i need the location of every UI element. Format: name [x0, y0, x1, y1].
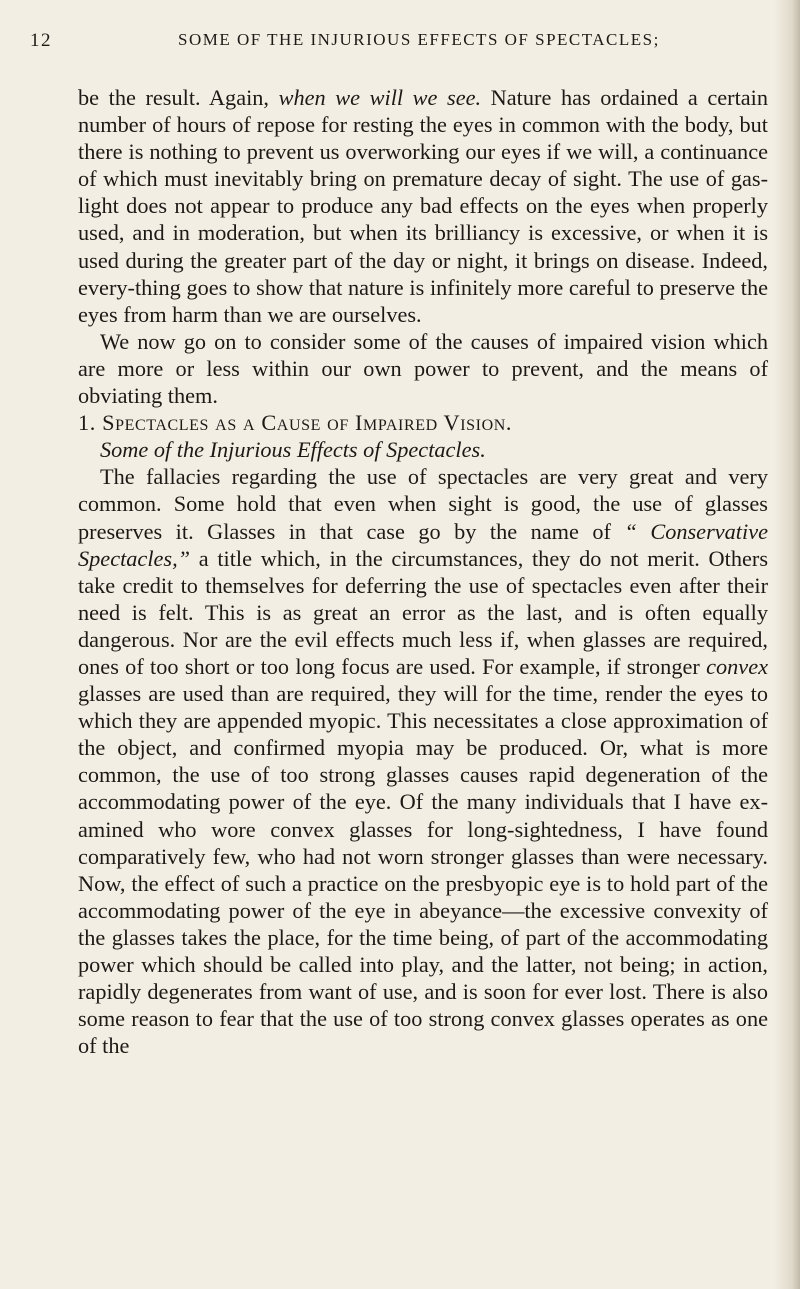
paragraph-3-text-c: a title which, in the circumstances, they do not merit. Others take credit to themselves for deferring the use of spectacles even after their need is felt. This is as great an error as the last, and is often equally dangerous. Nor are the evil effects much less if, when glasses are required, ones of too short or too long focus are used. For example, if stronger [78, 545, 768, 679]
section-subheading: Some of the Injurious Effects of Spectacles. [100, 437, 486, 463]
paragraph-3-text-e: glasses are used than are required, they will for the time, render the eyes to which they are appended myopic. This necessitates a close approximation of the object, and confirmed myopia may be produced. Or, what is more common, the use of too strong glasses causes rapid degeneration of the accommodating power of the eye. Of the many individuals that I have ex-amined who wore convex glasses for long-sightedness, I have found comparatively few, who had not worn stronger glasses than were necessary. Now, the effect of such a practice on the presbyopic eye is to hold part of the accommodating power of the eye in abeyance—the excessive convexity of the glasses takes the place, for the time being, of part of the accommodating power which should be called into play, and the latter, not being; in action, rapidly degenerates from want of use, and is soon for ever lost. There is also some reason to fear that the use of too strong convex glasses operates as one of the [78, 681, 768, 1059]
page-edge-shadow [774, 0, 800, 1289]
paragraph-1-italic: when we will we see. [278, 85, 482, 110]
body-text [78, 84, 768, 1059]
paragraph-3-italic-convex: convex [706, 653, 768, 679]
paragraph-3 [78, 463, 768, 1059]
section-heading: 1. Spectacles as a Cause of Impaired Vision. [78, 410, 513, 436]
paragraph-2: We now go on to consider some of the causes of impaired vision which are more or less within our own power to prevent, and the means of obviating them. [78, 328, 768, 409]
page-number: 12 [30, 30, 52, 51]
paragraph-1-text-a: be the result. Again, [78, 85, 279, 110]
paragraph-3-italic-quote: “ Conservative Spectacles,” [78, 518, 768, 571]
running-head: SOME OF THE INJURIOUS EFFECTS OF SPECTACLES; [178, 30, 660, 49]
page-header [30, 30, 770, 56]
paragraph-1 [78, 84, 768, 328]
paragraph-1-text-c: Nature has ordained a certain number of hours of repose for resting the eyes in common with the body, but there is nothing to prevent us overworking our eyes if we will, a continuance of which must inevitably bring on premature decay of sight. The use of gas-light does not appear to produce any bad effects on the eyes when properly used, and in moderation, but when its brilliancy is excessive, or when it is used during the greater part of the day or night, it brings on disease. Indeed, every-thing goes to show that nature is infinitely more careful to preserve the eyes from harm than we are ourselves. [78, 85, 769, 327]
paragraph-3-text-a: The fallacies regarding the use of spectacles are very great and very common. Some hold that even when sight is good, the use of glasses preserves it. Glasses in that case go by the name of [78, 464, 768, 544]
